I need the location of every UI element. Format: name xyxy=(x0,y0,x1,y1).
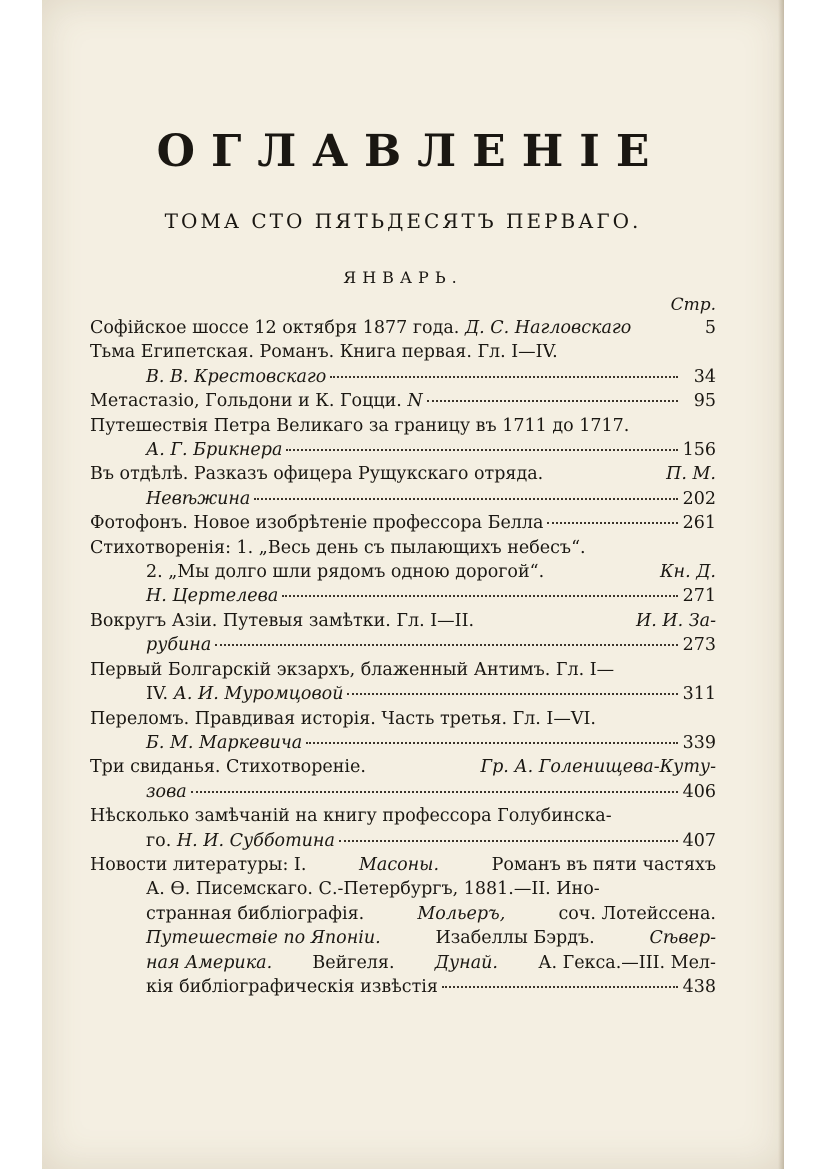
entry-author: Н. И. Субботина xyxy=(176,830,335,851)
entry-title: Первый Болгарскій экзархъ, блаженный Антимъ. Гл. I— xyxy=(90,659,615,680)
toc-entry xyxy=(90,853,716,999)
toc-entry-line xyxy=(90,438,716,462)
toc-entry-line xyxy=(90,584,716,608)
book-page xyxy=(42,0,784,1169)
toc-entry-line xyxy=(90,853,716,877)
entry-title: Тьма Египетская. Романъ. Книга первая. Гл. I—IV. xyxy=(90,342,558,363)
entry-page: 156 xyxy=(682,440,716,461)
entry-author: Б. М. Маркевича xyxy=(146,732,303,753)
entry-title: Путешествія Петра Великаго за границу въ 1711 до 1717. xyxy=(90,415,630,436)
entry-page: 406 xyxy=(682,781,716,802)
entry-page: 407 xyxy=(682,830,716,851)
dot-leader xyxy=(330,376,678,378)
entry-page: 5 xyxy=(704,318,716,338)
toc-entry-line xyxy=(90,658,716,682)
entry-title: Вейгеля. xyxy=(312,952,395,973)
entry-title: А. Ѳ. Писемскаго. С.-Петербургъ, 1881.—II. Ино- xyxy=(146,879,600,900)
entry-page: 95 xyxy=(693,391,716,412)
toc-entry-line xyxy=(90,536,716,560)
entry-author: Кн. Д. xyxy=(660,562,716,583)
toc-entry-line xyxy=(90,487,716,511)
dot-leader xyxy=(442,986,678,988)
entry-author: П. М. xyxy=(666,464,716,485)
entry-page: 202 xyxy=(682,488,716,509)
entry-title: Переломъ. Правдивая исторія. Часть третья. Гл. I—VI. xyxy=(90,708,596,729)
toc-entry xyxy=(90,340,716,389)
toc-entry xyxy=(90,609,716,658)
toc-entry-line xyxy=(90,414,716,438)
entry-title: кія библіографическія извѣстія xyxy=(146,976,438,997)
entry-author: Д. С. Нагловскаго xyxy=(464,318,632,338)
entry-author: N xyxy=(407,391,423,412)
entry-work: Масоны. xyxy=(358,854,440,875)
entry-title: Три свиданья. Стихотвореніе. xyxy=(90,757,366,778)
toc-entry-line xyxy=(90,682,716,706)
dot-leader xyxy=(339,840,678,842)
toc-subtitle: ТОМА СТО ПЯТЬДЕСЯТЪ ПЕРВАГО. xyxy=(164,209,642,233)
toc-entry-line xyxy=(90,902,716,926)
entry-author: Гр. А. Голенищева-Куту- xyxy=(480,757,716,778)
toc-entry xyxy=(90,536,716,609)
entry-title: Метастазіо, Гольдони и К. Гоцци. xyxy=(90,391,402,412)
entry-page: 438 xyxy=(682,976,716,997)
entry-title: 2. „Мы долго шли рядомъ одною дорогой“. xyxy=(146,562,545,583)
entry-title: IV. xyxy=(146,684,169,705)
entry-work: Путешествіе по Японіи. xyxy=(146,928,381,949)
toc-entry-line xyxy=(90,804,716,828)
entry-page: 261 xyxy=(682,513,716,534)
entry-title: Фотофонъ. Новое изобрѣтеніе профессора Белла xyxy=(90,513,544,534)
toc-entry-line xyxy=(90,316,716,340)
entry-page: 311 xyxy=(682,684,716,705)
toc-entry-line xyxy=(90,511,716,535)
toc-entry xyxy=(90,389,716,413)
dot-leader xyxy=(215,644,678,646)
toc-entry-line xyxy=(90,780,716,804)
entry-author: В. В. Крестовскаго xyxy=(146,366,327,387)
entry-title: Романъ въ пяти частяхъ xyxy=(491,854,716,875)
entry-title: Стихотворенія: 1. „Весь день съ пылающихъ небесъ“. xyxy=(90,537,586,558)
dot-leader xyxy=(254,498,678,500)
toc-entry xyxy=(90,414,716,463)
entry-author: рубина xyxy=(146,635,212,656)
entry-title: го. xyxy=(146,830,172,851)
toc-entry-line xyxy=(90,340,716,364)
toc-entries xyxy=(90,316,716,999)
toc-entry xyxy=(90,462,716,511)
entry-title: соч. Лотейссена. xyxy=(558,903,716,924)
toc-entry-line xyxy=(90,755,716,779)
month-heading: ЯНВАРЬ. xyxy=(343,268,463,287)
entry-page: 273 xyxy=(682,635,716,656)
toc-entry-line xyxy=(90,633,716,657)
toc-title: ОГЛАВЛЕНІЕ xyxy=(156,126,666,177)
toc-entry-line xyxy=(90,609,716,633)
entry-work: Сѣвер- xyxy=(649,928,716,949)
toc-entry-line xyxy=(90,707,716,731)
toc-entry-line xyxy=(90,951,716,975)
dot-leader xyxy=(282,595,678,597)
entry-author: Н. Цертелева xyxy=(146,586,279,607)
toc-entry xyxy=(90,707,716,756)
dot-leader xyxy=(547,522,678,524)
entry-title: А. Гекса.—III. Мел- xyxy=(538,952,716,973)
toc-entry-line xyxy=(90,365,716,389)
toc-entry xyxy=(90,804,716,853)
entry-title: странная библіографія. xyxy=(146,903,365,924)
toc-entry-line xyxy=(90,877,716,901)
toc-entry-line xyxy=(90,926,716,950)
entry-author: И. И. За- xyxy=(635,610,716,631)
entry-author: А. Г. Брикнера xyxy=(146,440,283,461)
toc-entry xyxy=(90,658,716,707)
page-edge-shadow xyxy=(778,0,784,1169)
entry-work: Мольеръ, xyxy=(417,903,506,924)
entry-page: 34 xyxy=(693,366,716,387)
dot-leader xyxy=(347,693,678,695)
toc-content xyxy=(90,120,716,999)
toc-entry-line xyxy=(90,975,716,999)
dot-leader xyxy=(306,742,678,744)
toc-entry-line xyxy=(90,462,716,486)
toc-entry-line xyxy=(90,829,716,853)
dot-leader xyxy=(427,400,678,402)
entry-title: Софійское шоссе 12 октября 1877 года. xyxy=(90,318,460,338)
dot-leader xyxy=(286,449,678,451)
entry-work: ная Америка. xyxy=(146,952,273,973)
toc-entry-line xyxy=(90,560,716,584)
entry-author: зова xyxy=(146,781,187,802)
toc-entry-line xyxy=(90,389,716,413)
entry-author: Невѣжина xyxy=(146,488,251,509)
entry-title: Вокругъ Азіи. Путевыя замѣтки. Гл. I—II. xyxy=(90,610,475,631)
entry-author: А. И. Муромцовой xyxy=(173,684,344,705)
entry-page: 339 xyxy=(682,732,716,753)
entry-title: Нѣсколько замѣчаній на книгу профессора Голубинска- xyxy=(90,806,612,827)
toc-entry-line xyxy=(90,731,716,755)
toc-entry xyxy=(90,316,716,340)
entry-title: Въ отдѣлѣ. Разказъ офицера Рущукскаго отряда. xyxy=(90,464,544,485)
toc-entry xyxy=(90,511,716,535)
entry-page: 271 xyxy=(682,586,716,607)
dot-leader xyxy=(191,791,678,793)
entry-work: Дунай. xyxy=(434,952,498,973)
entry-title: Изабеллы Бэрдъ. xyxy=(435,928,595,949)
toc-entry xyxy=(90,755,716,804)
entry-title: Новости литературы: I. xyxy=(90,854,307,875)
page-column-header: Стр. xyxy=(670,295,716,315)
